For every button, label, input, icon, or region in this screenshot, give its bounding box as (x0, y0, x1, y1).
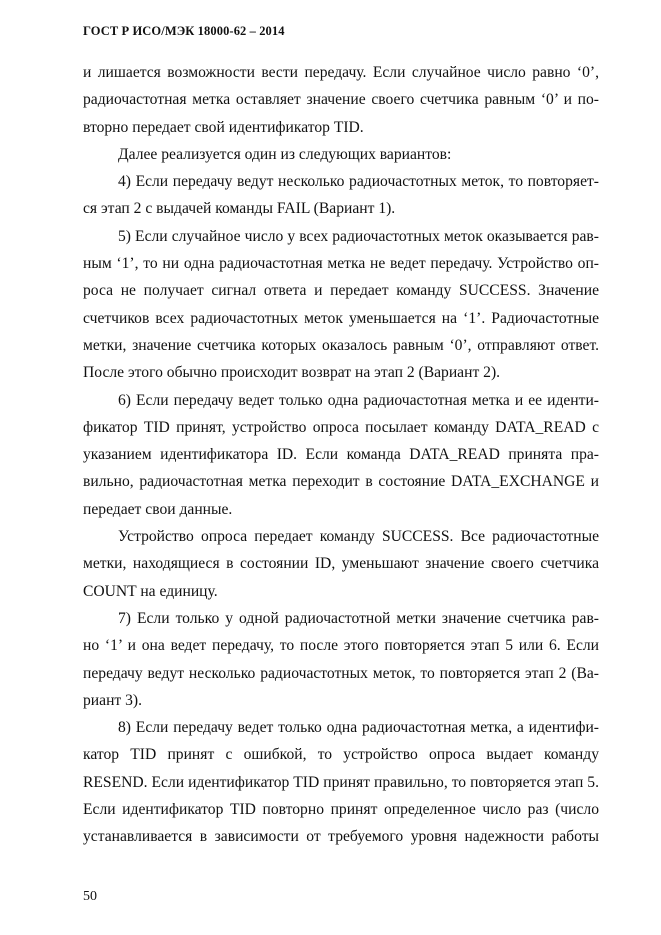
paragraph (83, 523, 599, 605)
text-line: указанием идентификатора ID. Если команда DATA_READ принята пра- (83, 446, 599, 464)
text-line: 4) Если передачу ведут несколько радиочастотных меток, то повторяет- (118, 173, 599, 191)
paragraph (83, 59, 599, 141)
text-line: вильно, радиочастотная метка переходит в состояние DATA_EXCHANGE и (83, 473, 599, 491)
text-line: Устройство опроса передает команду SUCCESS. Все радиочастотные (118, 528, 599, 546)
text-line: передачу ведут несколько радиочастотных меток, то повторяется этап 2 (Ва- (83, 664, 599, 682)
text-line: вторно передает свой идентификатор TID. (83, 118, 364, 136)
text-line: 5) Если случайное число у всех радиочастотных меток оказывается рав- (118, 227, 599, 245)
text-line: 7) Если только у одной радиочастотной метки значение счетчика рав- (118, 609, 599, 627)
text-line: устанавливается в зависимости от требуемого уровня надежности работы (83, 828, 599, 846)
paragraph (83, 168, 599, 223)
text-line: но ‘1’ и она ведет передачу, то после этого повторяется этап 5 или 6. Если (83, 637, 599, 655)
page-number: 50 (83, 889, 97, 904)
text-line: Если идентификатор TID повторно принят определенное число раз (число (83, 801, 599, 819)
text-line: фикатор TID принят, устройство опроса посылает команду DATA_READ с (83, 418, 599, 436)
text-line: счетчиков всех радиочастотных меток уменьшается на ‘1’. Радиочастотные (83, 309, 599, 327)
text-line: метки, находящиеся в состоянии ID, уменьшают значение своего счетчика (83, 555, 599, 573)
text-line: 8) Если передачу ведет только одна радиочастотная метка, а идентифи- (118, 719, 599, 737)
page-header-standard-title: ГОСТ Р ИСО/МЭК 18000-62 – 2014 (83, 24, 285, 38)
text-line: и лишается возможности вести передачу. Если случайное число равно ‘0’, (83, 64, 599, 81)
paragraph (83, 714, 599, 850)
paragraph (83, 223, 599, 387)
text-line: COUNT на единицу. (83, 582, 218, 600)
text-line: метки, значение счетчика которых оказалось равным ‘0’, отправляют ответ. (83, 336, 599, 354)
paragraph (83, 141, 599, 168)
text-line: RESEND. Если идентификатор TID принят правильно, то повторяется этап 5. (83, 773, 599, 791)
body-text (83, 59, 599, 851)
text-line: роса не получает сигнал ответа и передает команду SUCCESS. Значение (83, 282, 599, 300)
text-line: 6) Если передачу ведет только одна радиочастотная метка и ее иденти- (118, 391, 599, 409)
paragraph (83, 605, 599, 714)
text-line: ся этап 2 с выдачей команды FAIL (Вариант 1). (83, 200, 396, 218)
text-line: радиочастотная метка оставляет значение своего счетчика равным ‘0’ и по- (83, 91, 599, 109)
paragraph (83, 387, 599, 523)
text-line: ным ‘1’, то ни одна радиочастотная метка не ведет передачу. Устройство оп- (83, 255, 599, 273)
text-line: После этого обычно происходит возврат на этап 2 (Вариант 2). (83, 364, 501, 382)
text-line: риант 3). (83, 691, 143, 709)
text-line: передает свои данные. (83, 500, 233, 518)
text-line: катор TID принят с ошибкой, то устройство опроса выдает команду (83, 746, 599, 764)
text-line: Далее реализуется один из следующих вариантов: (118, 145, 452, 163)
